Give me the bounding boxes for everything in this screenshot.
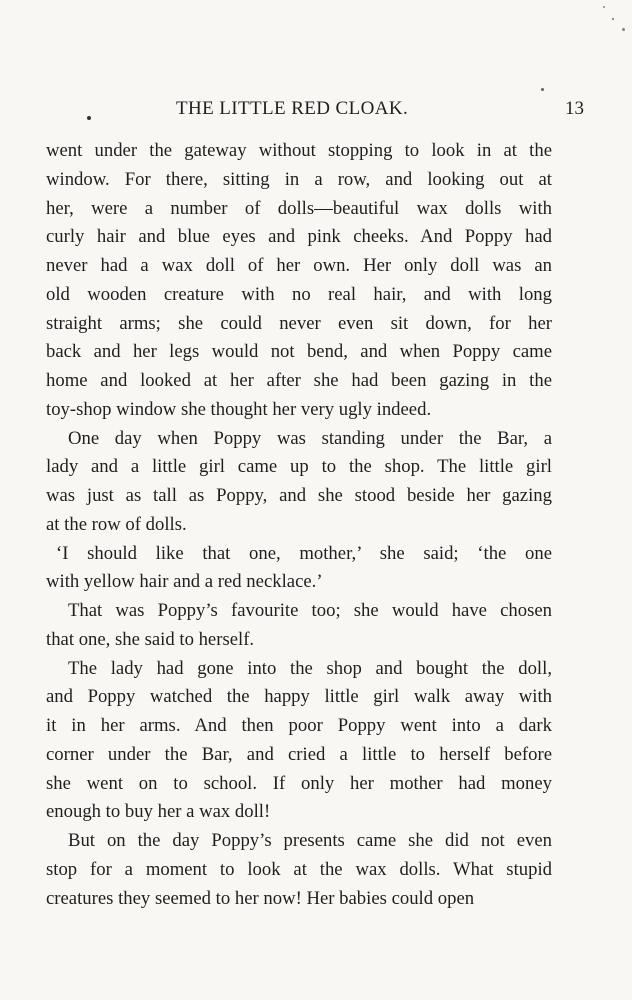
text-line: stop for a moment to look at the wax dolls. What stupid: [46, 858, 552, 880]
text-line: enough to buy her a wax doll!: [46, 801, 271, 823]
text-line: straight arms; she could never even sit down, for her: [46, 312, 552, 334]
text-line: she went on to school. If only her mother had money: [46, 772, 552, 794]
text-line: it in her arms. And then poor Poppy went into a dark: [46, 715, 552, 736]
text-line: that one, she said to herself.: [46, 628, 255, 650]
text-line: with yellow hair and a red necklace.’: [46, 571, 323, 593]
running-title: THE LITTLE RED CLOAK.: [176, 98, 409, 119]
text-line: was just as tall as Poppy, and she stood beside her gazing: [46, 485, 552, 506]
text-line: One day when Poppy was standing under the Bar, a: [68, 427, 552, 449]
text-line: lady and a little girl came up to the shop. The little girl: [46, 456, 552, 478]
text-line: corner under the Bar, and cried a little to herself before: [46, 743, 552, 765]
print-speck: [541, 88, 544, 91]
text-line: But on the day Poppy’s presents came she did not even: [68, 830, 552, 851]
text-line: old wooden creature with no real hair, and with long: [46, 283, 552, 305]
text-line: back and her legs would not bend, and when Poppy came: [46, 341, 552, 363]
text-line: her, were a number of dolls—beautiful wax dolls with: [46, 197, 552, 219]
print-speck: [622, 28, 625, 31]
text-line: curly hair and blue eyes and pink cheeks. And Poppy had: [46, 226, 552, 248]
text-line: The lady had gone into the shop and bought the doll,: [68, 657, 552, 679]
print-speck: [603, 6, 605, 8]
text-line: That was Poppy’s favourite too; she would have chosen: [68, 600, 552, 621]
text-line: home and looked at her after she had been gazing in the: [46, 370, 552, 391]
text-line: went under the gateway without stopping to look in at the: [46, 140, 552, 161]
text-line: creatures they seemed to her now! Her babies could open: [46, 887, 475, 909]
text-line: window. For there, sitting in a row, and looking out at: [46, 168, 552, 190]
text-line: never had a wax doll of her own. Her only doll was an: [46, 255, 552, 276]
text-line: and Poppy watched the happy little girl walk away with: [46, 686, 552, 708]
text-line: at the row of dolls.: [46, 513, 187, 535]
page-number: 13: [565, 98, 584, 119]
page-header: [48, 98, 584, 130]
print-speck: [612, 18, 614, 20]
text-line: toy-shop window she thought her very ugly indeed.: [46, 398, 432, 420]
body-text: [46, 137, 552, 913]
text-line: ‘I should like that one, mother,’ she said; ‘the one: [56, 542, 552, 564]
